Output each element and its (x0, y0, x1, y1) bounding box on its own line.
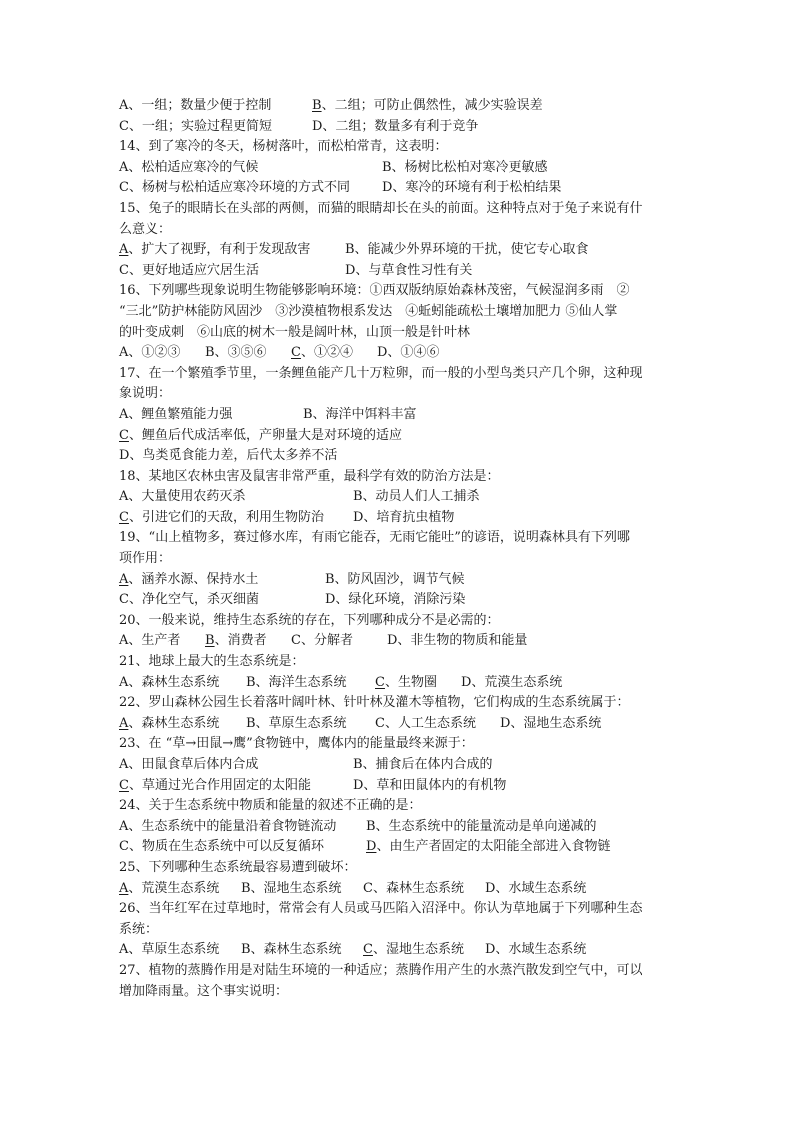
paragraph-text: 增加降雨量。这个事实说明： (119, 983, 289, 999)
paragraph-text: 系统： (119, 921, 159, 937)
answer-option (119, 714, 219, 735)
option-text: 、扩大了视野，有利于发现敌害 (128, 242, 311, 258)
answer-option: A、森林生态系统 (119, 674, 220, 690)
option-letter: C (291, 345, 301, 361)
answer-option: A、田鼠食草后体内合成 (119, 757, 259, 772)
paragraph-text: 16、下列哪些现象说明生物能够影响环境：①西双版纳原始森林茂密，气候湿润多雨 ② (119, 283, 630, 299)
text-line (119, 961, 679, 982)
text-line (119, 508, 679, 529)
answer-option: C、森林生态系统 (363, 880, 464, 896)
answer-option (375, 673, 437, 694)
answer-option: B、③⑤⑥ (205, 345, 267, 361)
answer-option: D、培育抗虫植物 (353, 509, 455, 525)
option-text: 、二组；可防止偶然性，减少实验误差 (321, 98, 543, 113)
text-line (119, 137, 679, 158)
text-line (119, 117, 679, 138)
answer-option: D、二组；数量多有利于竞争 (312, 118, 479, 134)
option-text: 、生物圈 (384, 674, 437, 690)
option-letter: C (119, 427, 129, 443)
answer-option: D、草和田鼠体内的有机物 (353, 777, 507, 793)
text-line (119, 817, 679, 838)
text-line (119, 734, 679, 755)
answer-option: B、捕食后在体内合成的 (353, 757, 493, 772)
text-line (119, 652, 679, 673)
text-line (119, 631, 679, 652)
paragraph-text: 24、关于生态系统中物质和能量的叙述不正确的是： (119, 798, 422, 814)
answer-option: B、草原生态系统 (246, 715, 347, 731)
text-line (119, 302, 679, 323)
answer-option: D、非生物的物质和能量 (387, 633, 528, 649)
answer-option: A、鲤鱼繁殖能力强 (119, 406, 233, 422)
text-line (119, 837, 679, 858)
option-letter: C (375, 674, 385, 690)
answer-option: D、荒漠生态系统 (461, 674, 563, 690)
text-line (119, 281, 679, 302)
answer-option: D、水域生态系统 (485, 942, 587, 958)
option-text: 、森林生态系统 (128, 715, 220, 731)
answer-option (366, 837, 610, 858)
option-text: 、草通过光合作用固定的太阳能 (128, 777, 311, 793)
paragraph-text: 17、在一个繁殖季节里，一条鲤鱼能产几十万粒卵，而一般的小型鸟类只产几个卵，这种现 (119, 365, 643, 381)
text-line (119, 776, 679, 797)
option-letter: A (119, 715, 129, 731)
answer-option: D、湿地生态系统 (500, 715, 602, 731)
answer-option: C、更好地适应穴居生活 (119, 262, 259, 278)
option-text: 、涵养水源、保持水土 (128, 571, 259, 587)
text-line (119, 384, 679, 405)
text-line (119, 879, 679, 900)
text-line (119, 982, 679, 1003)
paragraph-text: 20、一般来说，维持生态系统的存在，下列哪种成分不是必需的： (119, 612, 500, 628)
text-line (119, 96, 679, 117)
text-line (119, 199, 679, 220)
answer-option: B、防风固沙，调节气候 (325, 571, 465, 587)
answer-option (119, 508, 324, 529)
question-text-block (119, 96, 679, 1002)
text-line (119, 920, 679, 941)
answer-option: C、一组；实验过程更简短 (119, 118, 272, 134)
option-text: 、鲤鱼后代成活率低，产卵量大是对环境的适应 (128, 427, 402, 443)
option-letter: A (119, 880, 129, 896)
answer-option: A、生产者 (119, 633, 181, 649)
answer-option: D、①④⑥ (377, 345, 440, 361)
option-letter: B (205, 633, 215, 649)
answer-option: B、海洋生态系统 (246, 674, 347, 690)
option-text: 、荒漠生态系统 (128, 880, 220, 896)
paragraph-text: 项作用： (119, 551, 172, 567)
text-line (119, 570, 679, 591)
paragraph-text: 18、某地区农林虫害及鼠害非常严重，最科学有效的防治方法是： (119, 468, 500, 484)
answer-option: B、海洋中饵料丰富 (303, 406, 417, 422)
paragraph-text: 23、在 “草→田鼠→鹰”食物链中，鹰体内的能量最终来源于： (119, 736, 474, 752)
text-line (119, 714, 679, 735)
text-line (119, 364, 679, 385)
paragraph-text: 25、下列哪种生态系统最容易遭到破坏： (119, 859, 357, 875)
paragraph-text: 21、地球上最大的生态系统是： (119, 654, 305, 670)
paragraph-text: 15、兔子的眼睛长在头部的两侧，而猫的眼睛却长在头的前面。这种特点对于兔子来说有什 (119, 200, 643, 216)
option-text: 、引进它们的天敌，利用生物防治 (128, 509, 324, 525)
text-line (119, 343, 679, 364)
text-line (119, 178, 679, 199)
answer-option: A、生态系统中的能量沿着食物链流动 (119, 818, 337, 834)
answer-option: C、分解者 (291, 633, 353, 649)
option-letter: A (119, 242, 129, 258)
text-line (119, 261, 679, 282)
answer-option: B、能减少外界环境的干扰，使它专心取食 (345, 242, 589, 258)
answer-option (119, 570, 258, 591)
answer-option: A、一组；数量少便于控制 (119, 98, 272, 113)
answer-option: B、生态系统中的能量流动是单向递减的 (366, 818, 597, 834)
answer-option: A、①②③ (119, 345, 181, 361)
option-letter: D (366, 839, 377, 855)
paragraph-text: 象说明： (119, 386, 172, 402)
option-letter: C (119, 777, 129, 793)
answer-option: B、湿地生态系统 (241, 880, 342, 896)
text-line (119, 487, 679, 508)
answer-option: C、净化空气，杀灭细菌 (119, 592, 259, 608)
paragraph-text: 26、当年红军在过草地时，常常会有人员或马匹陷入沼泽中。你认为草地属于下列哪种生态 (119, 901, 643, 917)
answer-option (119, 776, 311, 797)
paragraph-text: “三北”防护林能防风固沙 ③沙漠植物根系发达 ④蚯蚓能疏松土壤增加肥力 ⑤仙人掌 (119, 303, 618, 319)
answer-option (205, 631, 267, 652)
text-line (119, 323, 679, 344)
text-line (119, 755, 679, 776)
paragraph-text: 的叶变成刺 ⑥山底的树木一般是阔叶林，山顶一般是针叶林 (119, 324, 471, 340)
option-letter: C (119, 509, 129, 525)
option-text: 、①②④ (300, 345, 353, 361)
answer-option: C、杨树与松柏适应寒冷环境的方式不同 (119, 180, 350, 196)
answer-option: B、杨树比松柏对寒冷更敏感 (382, 159, 548, 175)
option-text: 、消费者 (214, 633, 267, 649)
paragraph-text: 27、植物的蒸腾作用是对陆生环境的一种适应；蒸腾作用产生的水蒸汽散发到空气中，可以 (119, 962, 643, 978)
text-line (119, 796, 679, 817)
text-line (119, 405, 679, 426)
text-line (119, 446, 679, 467)
text-line (119, 240, 679, 261)
text-line (119, 611, 679, 632)
text-line (119, 858, 679, 879)
answer-option: A、大量使用农药灭杀 (119, 489, 246, 505)
answer-option (119, 240, 310, 261)
answer-option (291, 343, 353, 364)
paragraph-text: 14、到了寒冷的冬天，杨树落叶，而松柏常青，这表明： (119, 139, 448, 155)
answer-option: D、与草食性习性有关 (345, 262, 473, 278)
answer-option: A、草原生态系统 (119, 942, 220, 958)
answer-option: C、人工生态系统 (375, 715, 476, 731)
answer-option: C、物质在生态系统中可以反复循环 (119, 839, 324, 855)
text-line (119, 528, 679, 549)
text-line (119, 467, 679, 488)
answer-option: D、水域生态系统 (485, 880, 587, 896)
paragraph-text: 22、罗山森林公园生长着落叶阔叶林、针叶林及灌木等植物，它们构成的生态系统属于： (119, 695, 630, 711)
option-letter: C (363, 942, 373, 958)
paragraph-text: 19、“山上植物多，赛过修水库，有雨它能吞，无雨它能吐”的谚语，说明森林具有下列哪 (119, 530, 630, 546)
text-line (119, 426, 679, 447)
text-line (119, 590, 679, 611)
option-text: 、由生产者固定的太阳能全部进入食物链 (376, 839, 611, 855)
text-line (119, 158, 679, 179)
answer-option (119, 879, 219, 900)
text-line (119, 220, 679, 241)
answer-option: B、动员人们人工捕杀 (353, 489, 480, 505)
answer-option (363, 940, 464, 961)
paragraph-text: 么意义： (119, 221, 172, 237)
answer-option: B、森林生态系统 (241, 942, 342, 958)
option-letter: A (119, 571, 129, 587)
text-line (119, 693, 679, 714)
text-line (119, 549, 679, 570)
option-text: 、湿地生态系统 (372, 942, 464, 958)
paragraph-text: D、鸟类觅食能力差，后代太多养不活 (119, 448, 338, 464)
answer-option: A、松柏适应寒冷的气候 (119, 159, 259, 175)
option-letter: B (312, 98, 322, 113)
text-line (119, 673, 679, 694)
answer-option: D、绿化环境，消除污染 (325, 592, 466, 608)
answer-option: D、寒冷的环境有利于松柏结果 (382, 180, 562, 196)
answer-option (312, 96, 543, 117)
paragraph-text (119, 426, 402, 447)
text-line (119, 940, 679, 961)
text-line (119, 899, 679, 920)
